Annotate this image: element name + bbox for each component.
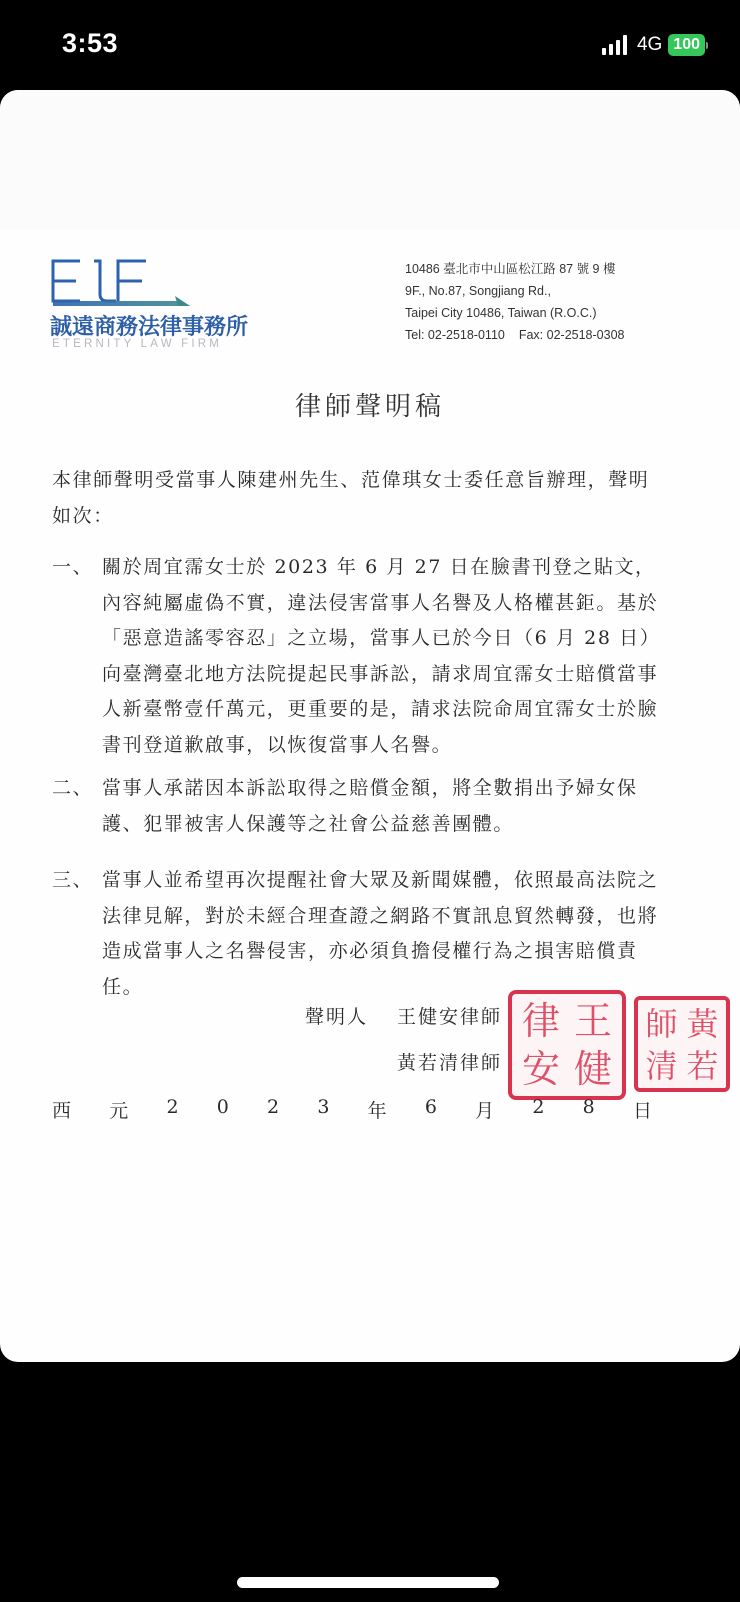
signatory-name-2: 黃若清律師 (397, 1052, 503, 1074)
fax: Fax: 02-2518-0308 (518, 328, 625, 342)
home-indicator[interactable] (237, 1577, 499, 1588)
seal-char: 律 (521, 999, 560, 1043)
firm-name-chinese: 誠遠商務法律事務所 (50, 314, 249, 340)
date-char: 8 (582, 1096, 595, 1118)
date-char: 年 (367, 1100, 387, 1122)
clause-text: 當事人承諾因本訴訟取得之賠償金額，將全數捐出予婦女保護、犯罪被害人保護等之社會公益慈善團體。 (102, 777, 638, 835)
date-char: 2 (532, 1096, 545, 1118)
seal-char: 若 (686, 1047, 719, 1085)
signatory-label: 聲明人 (305, 1006, 369, 1028)
status-indicators (602, 34, 708, 56)
battery-level: 100 (668, 34, 705, 56)
network-type: 4G (636, 34, 663, 55)
seal-char: 師 (645, 1005, 678, 1043)
battery-tip (706, 42, 708, 49)
clause-1 (52, 550, 662, 763)
seal-char: 健 (573, 1047, 612, 1091)
ele-logo-mark-icon (50, 258, 200, 306)
clause-number: 二、 (52, 777, 94, 799)
clause-2 (52, 771, 662, 842)
date-char: 0 (216, 1096, 229, 1118)
status-bar (0, 0, 740, 90)
seal-stamp-1 (508, 990, 626, 1100)
telephone: Tel: 02-2518-0110 (405, 328, 505, 342)
firm-logo (50, 258, 270, 358)
document-date (52, 1096, 652, 1123)
clause-text: 當事人並希望再次提醒社會大眾及新聞媒體，依照最高法院之法律見解，對於未經合理查證之網路不實訊息貿然轉發，也將造成當事人之名譽侵害，亦必須負擔侵權行為之損害賠償責任。 (102, 869, 659, 998)
status-time: 3:53 (62, 28, 119, 58)
seal-char: 黃 (686, 1005, 719, 1043)
date-char: 6 (424, 1096, 437, 1118)
date-char: 西 (52, 1100, 72, 1122)
firm-name-english: ETERNITY LAW FIRM (52, 338, 223, 350)
firm-address (405, 258, 624, 346)
date-char: 元 (109, 1100, 129, 1122)
document-image[interactable] (0, 90, 740, 1362)
address-line-2: 9F., No.87, Songjiang Rd., (405, 284, 551, 298)
contact-line (405, 324, 624, 346)
clause-number: 三、 (52, 869, 94, 891)
clause-number: 一、 (52, 556, 94, 578)
signal-bars-icon (602, 35, 627, 55)
date-char: 月 (475, 1100, 495, 1122)
document-top-margin (0, 90, 740, 230)
document-title: 律師聲明稿 (294, 392, 445, 422)
signatory-name-1: 王健安律師 (397, 1006, 503, 1028)
intro-paragraph: 本律師聲明受當事人陳建州先生、范偉琪女士委任意旨辦理，聲明如次： (52, 469, 650, 527)
battery-icon (668, 34, 708, 56)
date-char: 3 (317, 1096, 330, 1118)
date-char: 日 (632, 1100, 652, 1122)
clause-3 (52, 863, 662, 1005)
date-char: 2 (166, 1096, 179, 1118)
clause-text: 關於周宜霈女士於 2023 年 6 月 27 日在臉書刊登之貼文，內容純屬虛偽不實，違法侵害當事人名譽及人格權甚鉅。基於「惡意造謠零容忍」之立場，當事人已於今日（6 月 28 日）向臺灣臺北地方法院提起民事訴訟，請求周宜霈女士賠償當事人新臺幣壹仟萬元，更重要的是，請求法院命周宜霈女士於臉書刊登道歉啟事，以恢復當事人名譽。 (102, 556, 661, 756)
date-char: 2 (267, 1096, 280, 1118)
seal-char: 王 (573, 999, 612, 1043)
seal-stamp-2 (634, 996, 730, 1092)
seal-char: 安 (521, 1047, 560, 1091)
address-line-1: 10486 臺北市中山區松江路 87 號 9 樓 (405, 262, 616, 276)
address-line-3: Taipei City 10486, Taiwan (R.O.C.) (405, 306, 597, 320)
seal-char: 清 (645, 1047, 678, 1085)
